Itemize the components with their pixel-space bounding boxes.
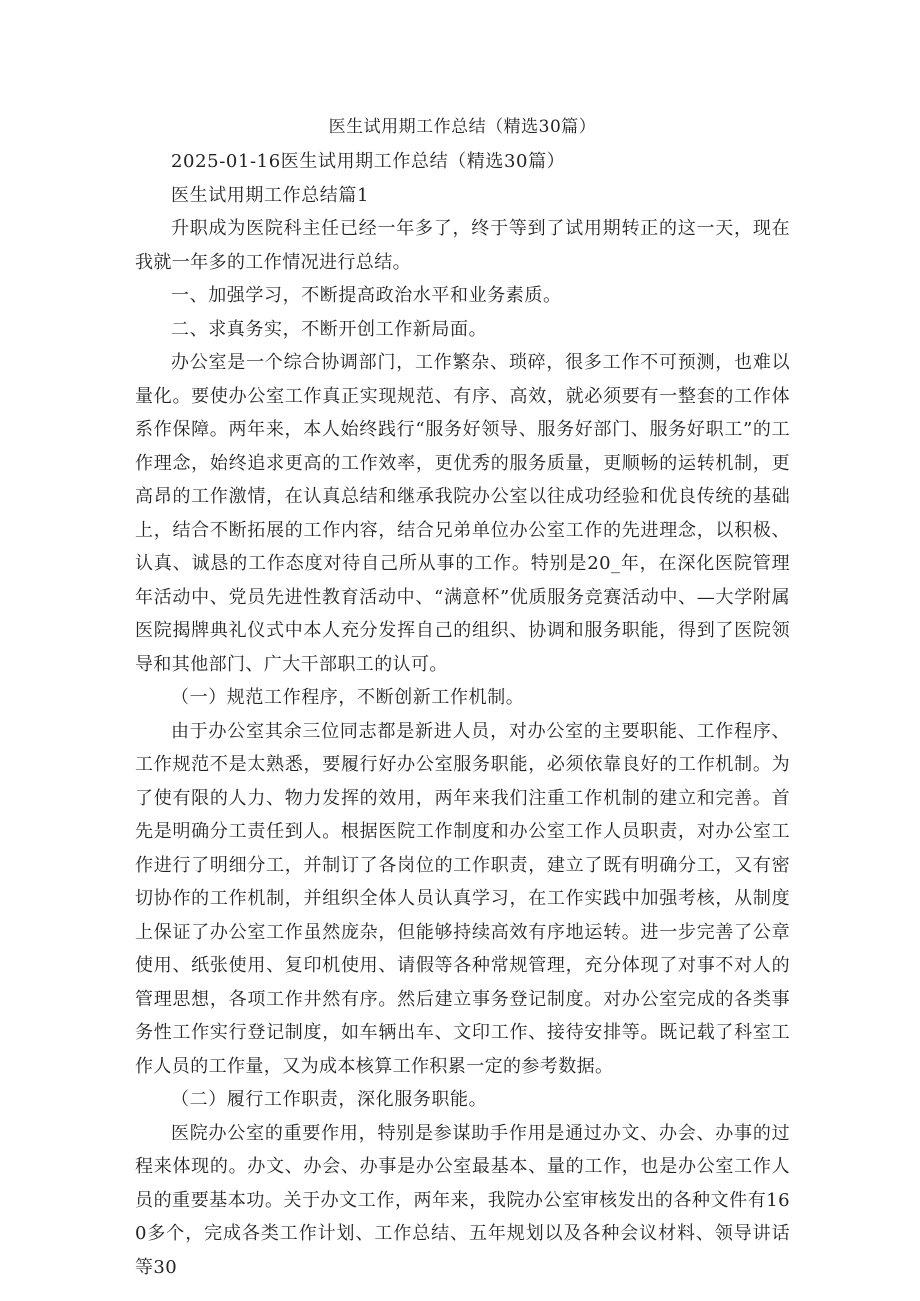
section-heading: 医生试用期工作总结篇1 [171, 184, 370, 206]
document-title: 医生试用期工作总结（精选30篇） [328, 117, 597, 137]
paragraph-work-mechanism: 由于办公室其余三位同志都是新进人员，对办公室的主要职能、工作程序、工作规范不是太熟悉，要履行好办公室服务职能，必须依靠良好的工作机制。为了使有限的人力、物力发挥的效用，两年来我们注重工作机制的建立和完善。首先是明确分工责任到人。根据医院工作制度和办公室工作人员职责，对办公室工作进行了明细分工，并制订了各岗位的工作职责，建立了既有明确分工，又有密切协作的工作机制，并组织全体人员认真学习，在工作实践中加强考核，从制度上保证了办公室工作虽然庞杂，但能够持续高效有序地运转。进一步完善了公章使用、纸张使用、复印机使用、请假等各种常规管理，充分体现了对事不对人的管理思想，各项工作井然有序。然后建立事务登记制度。对办公室完成的各类事务性工作实行登记制度，如车辆出车、文印工作、接待安排等。既记载了科室工作人员的工作量，又为成本核算工作积累一定的参考数据。 [135, 720, 790, 1077]
document-body [135, 112, 790, 1284]
subheading-2: （二）履行工作职责，深化服务职能。 [171, 1089, 488, 1110]
paragraph-intro: 升职成为医院科主任已经一年多了，终于等到了试用期转正的这一天，现在我就一年多的工作情况进行总结。 [135, 218, 790, 273]
paragraph-point-2: 二、求真务实，不断开创工作新局面。 [171, 318, 488, 340]
paragraph-office-overview: 办公室是一个综合协调部门，工作繁杂、琐碎，很多工作不可预测，也难以量化。要使办公室工作真正实现规范、有序、高效，就必须要有一整套的工作体系作保障。两年来，本人始终践行“服务好领导、服务好部门、服务好职工”的工作理念，始终追求更高的工作效率，更优秀的服务质量，更顺畅的运转机制，更高昂的工作激情，在认真总结和继承我院办公室以往成功经验和优良传统的基础上，结合不断拓展的工作内容，结合兄弟单位办公室工作的先进理念，以积极、认真、诚恳的工作态度对待自己所从事的工作。特别是20_年，在深化医院管理年活动中、党员先进性教育活动中、“满意杯”优质服务竞赛活动中、—大学附属医院揭牌典礼仪式中本人充分发挥自己的组织、协调和服务职能，得到了医院领导和其他部门、广大干部职工的认可。 [135, 352, 790, 675]
paragraph-point-1: 一、加强学习，不断提高政治水平和业务素质。 [171, 285, 562, 306]
paragraph-duties: 医院办公室的重要作用，特别是参谋助手作用是通过办文、办会、办事的过程来体现的。办文、办会、办事是办公室最基本、量的工作，也是办公室工作人员的重要基本功。关于办文工作，两年来，我院办公室审核发出的各种文件有160多个，完成各类工作计划、工作总结、五年规划以及各种会议材料、领导讲话等30 [135, 1122, 790, 1278]
subheading-1: （一）规范工作程序，不断创新工作机制。 [171, 687, 525, 708]
date-line: 2025-01-16医生试用期工作总结（精选30篇） [171, 151, 566, 172]
